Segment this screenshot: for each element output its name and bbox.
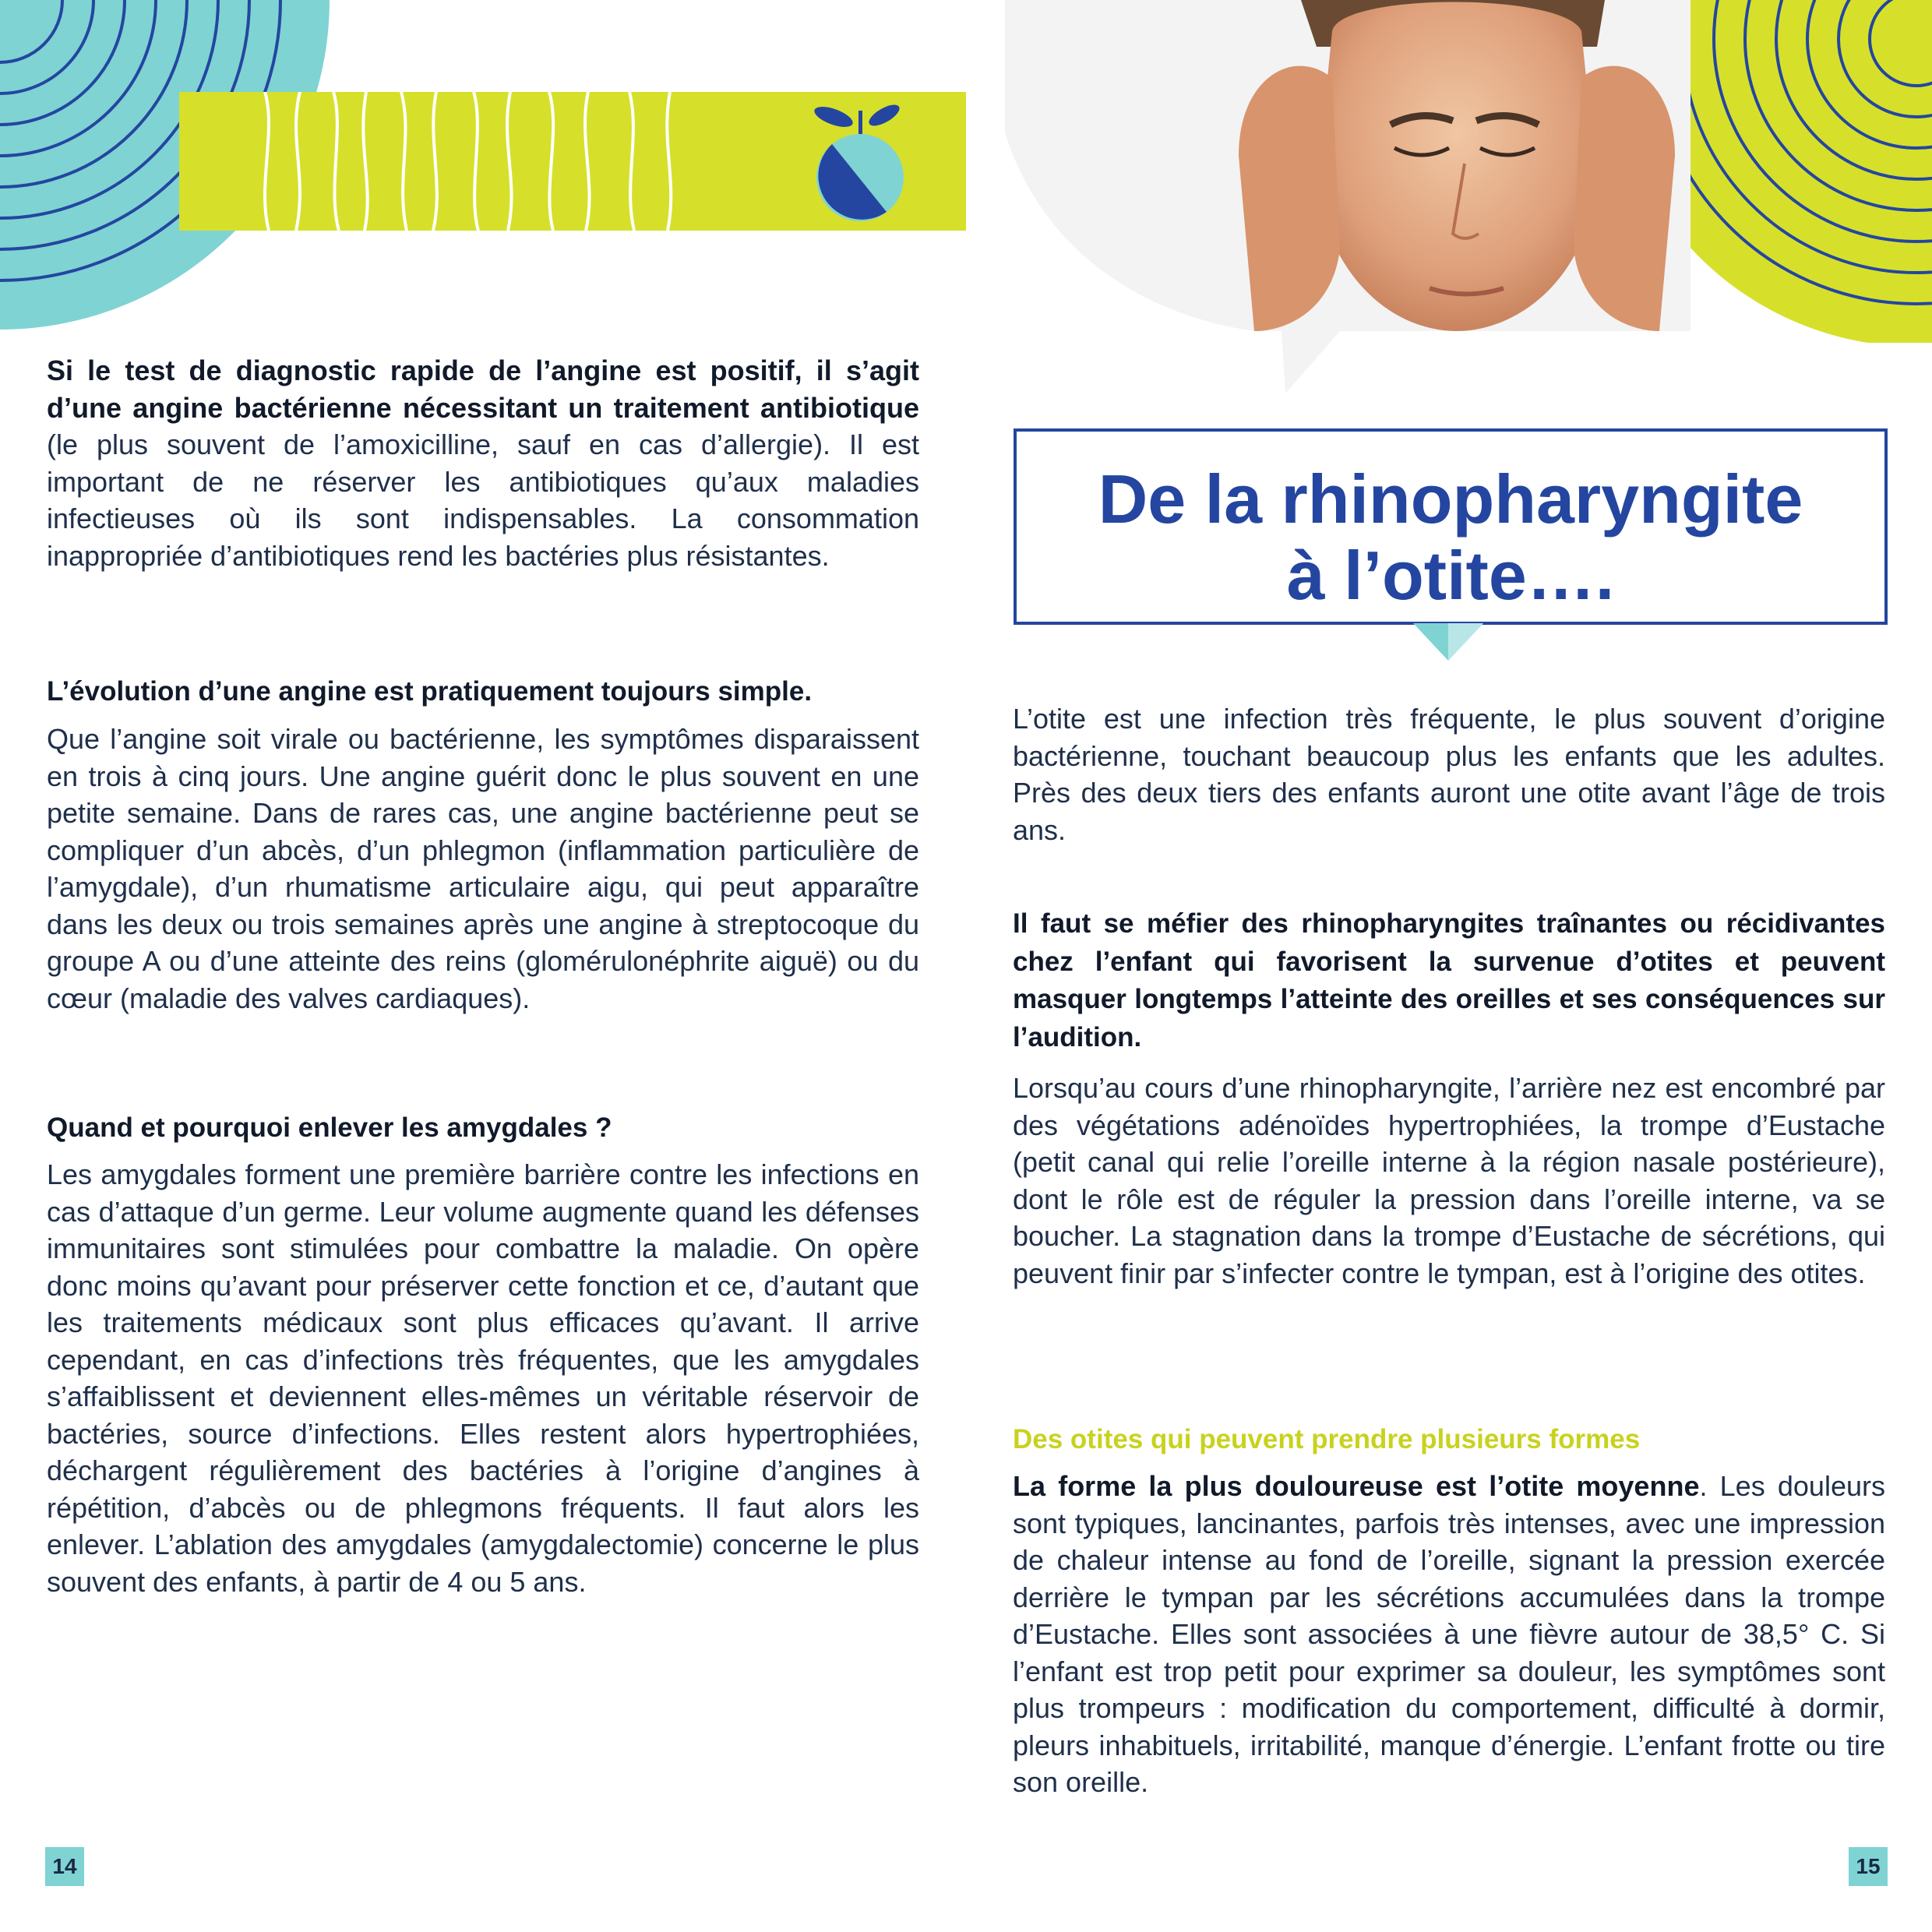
- angine-evolution-paragraph: Que l’angine soit virale ou bactérienne, les symptômes disparaissent en trois à cinq jours. Une angine guérit donc le plus souvent en une petite semaine. Dans de rares cas, une angine bactérienne peut se compliquer d’un abcès, d’un phlegmon (inflammation particulière de l’amygdale), d’un rhumatisme articulaire aigu, qui peut apparaître dans les deux ou trois semaines après une angine à streptocoque du groupe A ou d’une atteinte des reins (glomérulonéphrite aiguë) ou du cœur (maladie des valves cardiaques).: [47, 723, 919, 1014]
- section-title-line1: De la rhinopharyngite: [1098, 460, 1803, 538]
- antibiotic-paragraph-text: (le plus souvent de l’amoxicilline, sauf en cas d’allergie). Il est important de ne réserver les antibiotiques qu’aux maladies infectieuses où ils sont indispensables. La consommation inappropriée d’antibiotiques rend les bactéries plus résistantes.: [47, 428, 919, 572]
- amygdales-paragraph: Les amygdales forment une première barrière contre les infections en cas d’attaque d’un germe. Leur volume augmente quand les défenses immunitaires sont stimulées pour combattre la maladie. On opère donc moins qu’avant pour préserver cette fonction et ce, d’autant que les traitements médicaux sont plus efficaces qu’avant. Il arrive cependant, en cas d’infections très fréquentes, que les amygdales s’affaiblissent et deviennent elles-mêmes un véritable réservoir de bactéries, source d’infections. Elles restent alors hypertrophiées, déchargent régulièrement des bactéries à l’origine d’angines à répétition, d’abcès ou de phlegmons fréquents. Il faut alors les enlever. L’ablation des amygdales (amygdalectomie) concerne le plus souvent des enfants, à partir de 4 ou 5 ans.: [47, 1158, 919, 1598]
- amygdales-heading: Quand et pourquoi enlever les amygdales ?: [47, 1112, 612, 1143]
- rhinopharyngite-warning-heading: Il faut se méfier des rhinopharyngites traînantes ou récidivantes chez l’enfant qui favorisent la survenue d’otites et peuvent masquer longtemps l’atteinte des oreilles et ses conséquences sur l’audition.: [1013, 908, 1885, 1052]
- section-title-line2: à l’otite….: [1286, 537, 1615, 614]
- otite-forms-heading: Des otites qui peuvent prendre plusieurs formes: [1013, 1424, 1641, 1454]
- title-pointer-triangle: [1413, 623, 1483, 662]
- apple-logo-icon: [810, 103, 911, 227]
- section-title-box: [1014, 428, 1888, 625]
- page-number-right: 15: [1849, 1847, 1888, 1886]
- antibiotic-paragraph-bold: Si le test de diagnostic rapide de l’angine est positif, il s’agit d’une angine bactérienne nécessitant un traitement antibiotique: [47, 354, 919, 424]
- man-covering-ears-photo: [1005, 0, 1722, 393]
- otite-moyenne-text: . Les douleurs sont typiques, lancinantes, parfois très intenses, avec une impression de chaleur intense au fond de l’oreille, signant la pression exercée derrière le tympan par les sécrétions accumulées dans la trompe d’Eustache. Elles sont associées à une fièvre autour de 38,5° C. Si l’enfant est trop petit pour exprimer sa douleur, les symptômes sont plus trompeurs : modification du comportement, difficulté à dormir, pleurs inhabituels, irritabilité, manque d’énergie. L’enfant frotte ou tire son oreille.: [1013, 1470, 1885, 1798]
- otite-moyenne-bold: La forme la plus douloureuse est l’otite moyenne: [1013, 1470, 1700, 1502]
- otite-moyenne-paragraph: [1013, 1468, 1885, 1801]
- page-number-left: 14: [45, 1847, 84, 1886]
- eustache-paragraph: Lorsqu’au cours d’une rhinopharyngite, l’arrière nez est encombré par des végétations adénoïdes hypertrophiées, la trompe d’Eustache (petit canal qui relie l’oreille interne à la région nasale postérieure), dont le rôle est de réguler la pression dans l’oreille interne, va se boucher. La stagnation dans la trompe d’Eustache de sécrétions, qui peuvent finir par s’infecter contre le tympan, est à l’origine des otites.: [1013, 1072, 1885, 1289]
- angine-evolution-heading: L’évolution d’une angine est pratiquement toujours simple.: [47, 676, 813, 707]
- otite-intro-paragraph: L’otite est une infection très fréquente, le plus souvent d’origine bactérienne, touchant beaucoup plus les enfants que les adultes. Près des deux tiers des enfants auront une otite avant l’âge de trois ans.: [1013, 703, 1885, 846]
- antibiotic-paragraph: [47, 352, 919, 574]
